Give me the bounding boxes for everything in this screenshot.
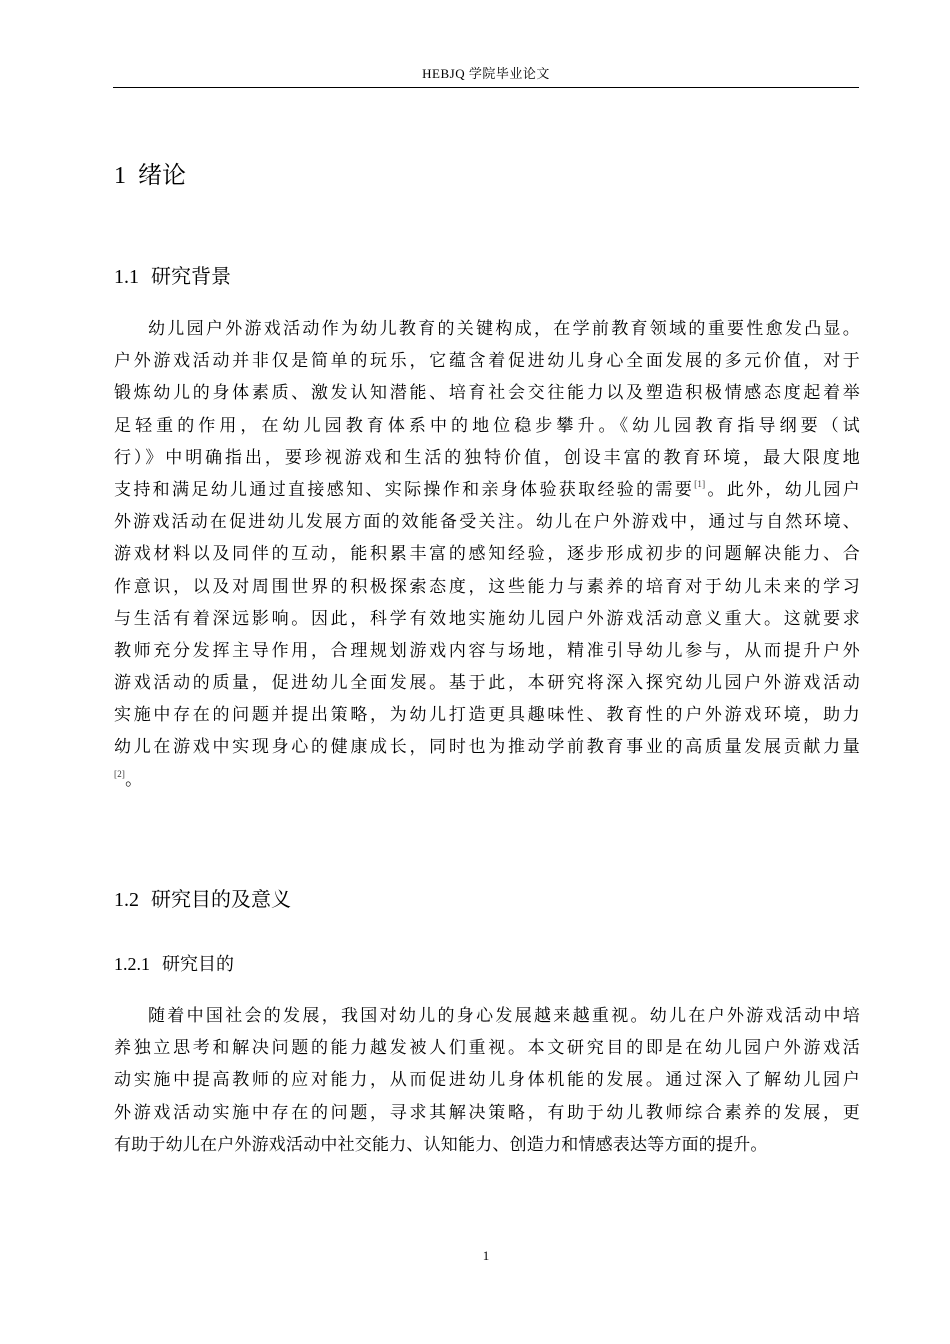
line-text: 。此外，幼儿园户 (705, 479, 860, 500)
paragraph-line: 教师充分发挥主导作用，合理规划游戏内容与场地，精准引导幼儿参与，从而提升户外 (114, 640, 860, 661)
chapter-heading (114, 160, 186, 191)
paragraph-line: 外游戏活动实施中存在的问题，寻求其解决策略，有助于幼儿教师综合素养的发展，更 (114, 1102, 860, 1123)
paragraph-line: 幼儿园户外游戏活动作为幼儿教育的关键构成，在学前教育领域的重要性愈发凸显。 (148, 319, 860, 339)
subsection-heading-1-2-1 (114, 952, 234, 977)
paragraph-line: 与生活有着深远影响。因此，科学有效地实施幼儿园户外游戏活动意义重大。这就要求 (114, 608, 860, 629)
paragraph-line: 动实施中提高教师的应对能力，从而促进幼儿身体机能的发展。通过深入了解幼儿园户 (114, 1070, 860, 1091)
paragraph-line: 足轻重的作用，在幼儿园教育体系中的地位稳步攀升。《幼儿园教育指导纲要（试 (114, 415, 860, 436)
paragraph-line: 幼儿在游戏中实现身心的健康成长，同时也为推动学前教育事业的高质量发展贡献力量 (114, 737, 860, 758)
paragraph-line: 游戏活动的质量，促进幼儿全面发展。基于此，本研究将深入探究幼儿园户外游戏活动 (114, 673, 860, 694)
citation-1: [1] (694, 478, 706, 489)
header-rule (113, 87, 859, 88)
paragraph-line-with-citation (114, 474, 860, 506)
page-number: 1 (482, 1248, 490, 1263)
paragraph-line: 游戏材料以及同伴的互动，能积累丰富的感知经验，逐步形成初步的问题解决能力、合 (114, 544, 860, 565)
section-title: 研究目的及意义 (151, 887, 291, 911)
section-heading-1-1 (114, 263, 231, 290)
purpose-paragraph (114, 1000, 860, 1161)
paragraph-line: 养独立思考和解决问题的能力越发被人们重视。本文研究目的即是在幼儿园户外游戏活 (114, 1038, 860, 1059)
section-number: 1.1 (114, 266, 139, 288)
subsection-title: 研究目的 (162, 954, 234, 975)
paragraph-line: 外游戏活动在促进幼儿发展方面的效能备受关注。幼儿在户外游戏中，通过与自然环境、 (114, 512, 860, 533)
background-paragraph (114, 313, 860, 796)
paragraph-line: 行）》中明确指出，要珍视游戏和生活的独特价值，创设丰富的教育环境，最大限度地 (114, 447, 860, 468)
line-text: 。 (125, 769, 143, 790)
section-heading-1-2 (114, 886, 291, 913)
line-text: 支持和满足幼儿通过直接感知、实际操作和亲身体验获取经验的需要 (114, 479, 695, 500)
paragraph-line: 作意识，以及对周围世界的积极探索态度，这些能力与素养的培育对于幼儿未来的学习 (114, 576, 860, 597)
running-header: HEBJQ 学院毕业论文 (422, 66, 550, 81)
citation-2: [2] (114, 768, 126, 779)
paragraph-line: 锻炼幼儿的身体素质、激发认知潜能、培育社会交往能力以及塑造积极情感态度起着举 (114, 383, 860, 404)
paragraph-line-with-citation (114, 764, 860, 796)
chapter-number: 1 (114, 163, 126, 189)
paragraph-line: 随着中国社会的发展，我国对幼儿的身心发展越来越重视。幼儿在户外游戏活动中培 (148, 1006, 860, 1026)
subsection-number: 1.2.1 (114, 954, 150, 974)
paragraph-line: 有助于幼儿在户外游戏活动中社交能力、认知能力、创造力和情感表达等方面的提升。 (114, 1134, 768, 1155)
paragraph-line: 户外游戏活动并非仅是简单的玩乐，它蕴含着促进幼儿身心全面发展的多元价值，对于 (114, 351, 860, 372)
section-number: 1.2 (114, 889, 139, 911)
section-title: 研究背景 (151, 264, 231, 288)
chapter-title: 绪论 (138, 161, 186, 189)
paragraph-line: 实施中存在的问题并提出策略，为幼儿打造更具趣味性、教育性的户外游戏环境，助力 (114, 705, 860, 726)
